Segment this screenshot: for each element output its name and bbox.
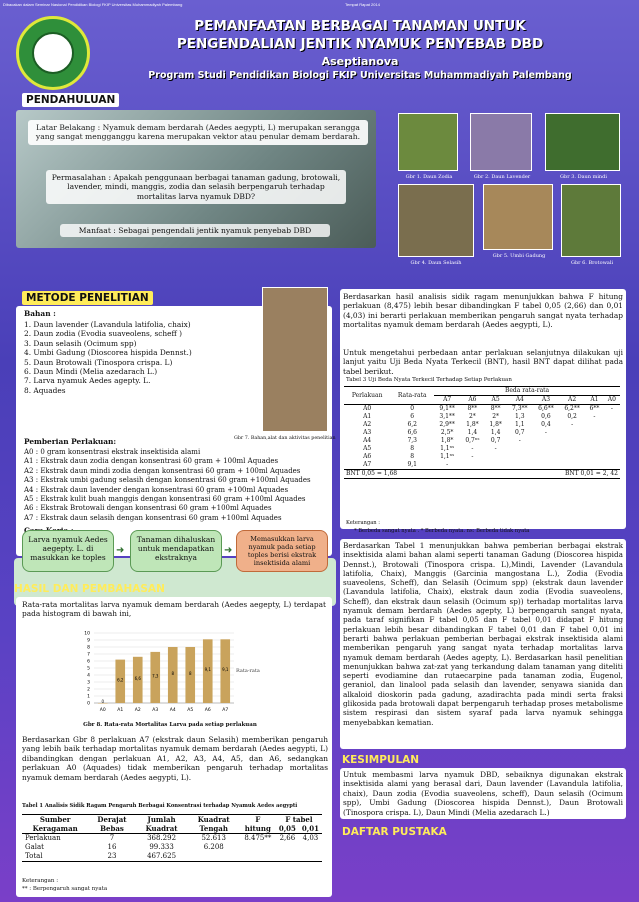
caption-g6: Gbr 6. Brotowali [570, 260, 614, 266]
bnt-001: BNT 0,01 = 2, 42 [564, 470, 618, 477]
x-tick-label: A3 [152, 708, 159, 713]
table-cell [604, 461, 620, 470]
flow-step-3: Memasukkan larva nyamuk pada setiap toples berisi ekstrak insektisida alami [236, 530, 328, 572]
table-cell [604, 437, 620, 445]
pendahuluan-heading: PENDAHULUAN [22, 93, 119, 107]
table-cell: 8.475** [244, 834, 272, 842]
table-row [344, 421, 620, 429]
table-cell: 368.292 [147, 834, 177, 842]
table-cell [507, 445, 533, 453]
y-tick-label: 5 [87, 666, 90, 672]
table-cell [559, 453, 585, 461]
chart-caption: Gbr 8. Rata-rata Mortalitas Larva pada setiap perlakuan [83, 722, 257, 728]
bahan-list [24, 320, 260, 395]
poster-title-line1: PEMANFAATAN BERBAGAI TANAMAN UNTUK [194, 18, 526, 34]
university-logo [16, 16, 90, 90]
bar-value-label: 8 [171, 671, 175, 676]
table-cell: - [518, 437, 521, 444]
arrow-right-icon: ➜ [116, 545, 125, 556]
x-tick-label: A6 [204, 708, 211, 713]
table-cell: 6,2** [564, 405, 580, 412]
y-tick-label: 6 [87, 659, 90, 665]
table-cell [585, 453, 604, 461]
table-cell: A0 [363, 405, 372, 412]
table-cell: A1 [363, 413, 372, 420]
table-cell [585, 461, 604, 470]
table-cell: 9,1 [407, 461, 417, 468]
table-row [344, 445, 620, 453]
table-cell: - [544, 429, 547, 436]
table-cell: 99.333 [149, 843, 174, 851]
photo-gadung [483, 184, 553, 250]
table-cell: 0,7 [515, 429, 525, 436]
table-header: Beda rata-rata [434, 387, 620, 396]
table-cell: Galat [25, 843, 44, 851]
caption-g4: Gbr 4. Daun Selasih [410, 260, 462, 266]
table-cell: 7,3** [512, 405, 528, 412]
table-row [344, 429, 620, 437]
table-cell: Perlakuan [25, 834, 61, 842]
table-header: A3 [541, 396, 551, 403]
table-header: A5 [491, 396, 500, 403]
table-cell: 6.208 [203, 843, 224, 851]
table-cell [559, 461, 585, 470]
table-header-row [22, 815, 322, 825]
bnt-row [344, 470, 620, 479]
table-cell: 6,6** [538, 405, 554, 412]
y-tick-label: 4 [87, 673, 90, 679]
photo-selasih [398, 184, 474, 257]
table-cell [485, 453, 507, 461]
table-cell: 1,8* [466, 421, 479, 428]
table-cell [559, 437, 585, 445]
caption-g3: Gbr 3. Daun mindi [560, 174, 607, 180]
table-cell [559, 429, 585, 437]
bar-value-label: 8 [188, 671, 192, 676]
table-header: A1 [590, 396, 599, 403]
table-cell: 52.613 [201, 834, 226, 842]
list-item: 4. Umbi Gadung (Dioscorea hispida Dennst.) [24, 348, 192, 358]
table-cell: - [571, 421, 574, 428]
arrow-right-icon: ➜ [224, 545, 233, 556]
permasalahan-box: Permasalahan : Apakah penggunaan berbagai tanaman gadung, brotowali, lavender, mindi, manggis, zodia dan selasih berpengaruh terhadap mortalitas larva nyamuk DBD? [46, 170, 346, 204]
table-cell: 2,66 [279, 834, 296, 842]
table-header: A6 [468, 396, 477, 403]
caption-g5: Gbr 5. Umbi Gadung [492, 253, 546, 259]
list-item: 5. Daun Brotowali (Tinospora crispa. L) [24, 357, 173, 367]
list-item: A1 : Ekstrak daun zodia dengan konsentrasi 60 gram + 100ml Aquades [24, 457, 279, 466]
table-cell: 1,1 [515, 421, 525, 428]
table-cell: 8** [490, 405, 501, 412]
table-cell [604, 453, 620, 461]
table1-title: Tabel 1 Analisis Sidik Ragam Pengaruh Berbagai Konsentrasi terhadap Nyamuk Aedes aegypti [22, 803, 298, 809]
table-header: Jumlah Kuadrat [136, 815, 188, 834]
photo-mindi [545, 113, 620, 171]
table-cell: 16 [107, 843, 117, 851]
table-cell: 2* [492, 413, 500, 420]
bar-value-label: 9,1 [222, 667, 229, 673]
perlakuan-title: Pemberian Perlakuan: [24, 437, 117, 446]
bahan-title: Bahan : [24, 309, 56, 318]
table-cell [507, 461, 533, 470]
table-cell: A3 [363, 429, 372, 436]
table-cell [533, 453, 559, 461]
list-item: 3. Daun selasih (Ocimum spp) [24, 338, 137, 348]
table-cell: A2 [363, 421, 372, 428]
bar-value-label: 0 [101, 699, 105, 704]
table-header: A0 [607, 396, 616, 403]
table-header: Sumber Keragaman [22, 815, 88, 834]
table-cell [604, 413, 620, 421]
list-item: A4 : Ekstrak daun lavender dengan konsentrasi 60 gram +100ml Aquades [24, 485, 289, 494]
affiliation: Program Studi Pendidikan Biologi FKIP Universitas Muhammadiyah Palembang [148, 70, 572, 81]
x-tick-label: A5 [187, 708, 194, 713]
bar-value-label: 7,3 [152, 673, 159, 679]
table-cell: A6 [363, 453, 372, 460]
photo-brotowali [561, 184, 621, 257]
table-cell: 6,2 [407, 421, 417, 428]
table-row [344, 461, 620, 470]
table-cell: 1,3 [515, 413, 525, 420]
table-header: A7 [443, 396, 452, 403]
table-cell: 7,3 [407, 437, 417, 444]
header-event: Tempat Rapat 2014 [345, 2, 380, 7]
list-item: A5 : Ekstrak kulit buah manggis dengan konsentrasi 60 gram +100ml Aquades [24, 495, 306, 504]
table-cell: 8 [410, 445, 415, 452]
list-item: 8. Aquades [24, 385, 66, 395]
metode-heading: METODE PENELITIAN [22, 291, 153, 305]
table-header: 0,05 [278, 824, 296, 833]
table-cell: 7 [109, 834, 115, 842]
table-cell: 0,7ⁿˢ [465, 437, 480, 444]
kesimpulan-heading: KESIMPULAN [342, 754, 420, 766]
table-cell: - [593, 413, 596, 420]
bar-value-label: 6,6 [134, 675, 141, 681]
table-row [22, 852, 322, 862]
caption-g7: Gbr 7. Bahan,alat dan aktivitas penelitian [234, 436, 336, 441]
discussion-paragraph: Berdasarkan Tabel 1 menunjukkan bahwa pemberian berbagai ekstrak insektisida alami bahan alami seperti tanaman Gadung (Dioscorea hispida Dennst.), Brotowali (Tinospora crispa. L),Mindi, Lavender (Lavandula latifolia, Chaix), Manggis (Garcinia mangostana L.), Zodia (Evodia suaveolens, Scheff), dan Selasih (Ocimum spp) (ekstrak daun lavender (Lavandula latifolia, Chaix), ekstrak daun zodia (Evodia suaveolens, Scheff), dan ekstrak daun selasih (Ocimum sp)) terhadap mortalitas larva nyamuk demam berdarah (Aedes agepty, L) berpengaruh sangat nyata, pada taraf signifikan F tabel 0,05 dan F tabel 0,01 didapat F hitung perlakuan lebih besar dibandingkan F tabel 0,01 dan F tabel 0,01 ini berarti bahwa perlakuan pemberian berbagai ekstrak insektisida alami memberikan pengaruh yang sangat nyata terhadap mortalitas larva nyamuk demam berdarah (Aedes agepty, L). Berdasarkan hasil penelitian menunjukkan bahwa zat-zat yang terkandung dalam tanaman yang diteliti seperti evodiamine dan rutaecarpine pada tanaman zodia, Eugenol, geraniol, dan linalool pada selasih dan lavender, senyawa sianida dan alkaloid dioskorin pada gadung, azadirachta pada mindi serta fraksi glikosida pada brotowali dapat berpengaruh terhadap proses metabolisme sistem respirasi dan sistem syaraf pada larva nyamuk sehingga menyebabkan kematian. [343, 541, 623, 727]
table-cell [460, 461, 484, 470]
anova-paragraph: Berdasarkan hasil analisis sidik ragam menunjukkan bahwa F hitung perlakuan (8,475) lebih besar dibandingkan F tabel 0,05 (2,66) dan 0,01 (4,03) ini berarti perlakuan memberikan pengaruh sangat nyata terhadap mortalitas nyamuk demam berdarah (Aedes aegypti, L). [343, 292, 623, 330]
caption-g1: Gbr 1. Daun Zodia [405, 174, 453, 180]
table3-note-title: Keterangan : [346, 520, 381, 526]
table-header: Rata-rata [397, 391, 427, 399]
table-header: Derajat Bebas [88, 815, 135, 834]
bar-value-label: 9,1 [204, 667, 211, 673]
table-cell [533, 437, 559, 445]
table-cell [485, 461, 507, 470]
table-cell: 8** [467, 405, 478, 412]
bnt-table [344, 386, 620, 479]
y-tick-label: 1 [87, 694, 90, 700]
table-cell: 0 [410, 405, 415, 412]
table-cell: 1,8* [440, 437, 454, 444]
flow-step-2: Tanaman dihaluskan untuk mendapatkan ekstraknya [130, 530, 222, 572]
table1-note-title: Keterangan : [22, 878, 59, 884]
table-row [344, 405, 620, 414]
table-row [344, 453, 620, 461]
table3-note: * Berbeda sangat nyata . * Berbeda nyata. ns: Berbeda tidak nyata [354, 528, 530, 534]
hasil-intro: Rata-rata mortalitas larva nyamuk demam berdarah (Aedes aegepty, L) terdapat pada histogram di bawah ini, [22, 600, 326, 619]
y-tick-label: 7 [87, 652, 90, 658]
table-header-row [344, 387, 620, 396]
bnt-paragraph: Untuk mengetahui perbedaan antar perlakuan selanjutnya dilakukan uji lanjut yaitu Uji Beda Nyata Terkecil (BNT), hasil BNT dapat dilihat pada tabel berikut. [343, 348, 623, 376]
pustaka-heading: DAFTAR PUSTAKA [342, 826, 447, 838]
x-tick-label: A2 [134, 708, 141, 713]
table-header: A4 [515, 396, 524, 403]
table-cell: 6** [589, 405, 600, 412]
y-tick-label: 3 [87, 680, 90, 686]
table-row [344, 413, 620, 421]
y-tick-label: 8 [87, 645, 90, 651]
x-tick-label: A0 [99, 708, 106, 713]
table-header: F hitung [240, 815, 276, 834]
table-row [344, 437, 620, 445]
list-item: A3 : Ekstrak umbi gadung selasih dengan konsentrasi 60 gram +100ml Aquades [24, 476, 311, 485]
table-header: Perlakuan [351, 391, 383, 399]
bar-value-label: 6,2 [117, 677, 124, 683]
y-tick-label: 2 [87, 687, 90, 693]
table-cell: - [446, 461, 449, 468]
table-header: A2 [568, 396, 577, 403]
x-tick-label: A1 [117, 708, 124, 713]
header-note: Dibacakan dalam Seminar Nasional Pendidikan Biologi FKIP Universitas Muhammadiyah Palembang [3, 2, 183, 7]
table-cell: 6,6 [407, 429, 417, 436]
photo-research [262, 287, 328, 432]
table-cell: 6 [410, 413, 415, 420]
table-cell: 3,1** [439, 413, 455, 420]
latar-belakang-box: Latar Belakang : Nyamuk demam berdarah (Aedes aegypti, L) merupakan serangga yang sangat mengganggu karena merupakan vektor atau penular demam berdarah. [28, 120, 368, 145]
table-cell [533, 461, 559, 470]
author: Aseptianova [321, 55, 399, 68]
table-cell: 1,1ⁿˢ [440, 453, 455, 460]
list-item: A7 : Ekstrak daun selasih dengan konsentrasi 60 gram +100ml Aquades [24, 513, 282, 522]
table-cell: 0,4 [541, 421, 551, 428]
x-tick-label: A4 [169, 708, 176, 713]
table-cell: 0,6 [541, 413, 551, 420]
table-cell: 1,8* [489, 421, 502, 428]
table-cell: 9,1** [439, 405, 455, 412]
table-cell: 2* [468, 413, 476, 420]
list-item: A6 : Ekstrak Brotowali dengan konsentrasi 60 gram +100ml Aquades [24, 504, 272, 513]
table-cell [604, 421, 620, 429]
perlakuan-list [24, 448, 329, 523]
table-header: F tabel [285, 815, 313, 824]
table-cell: - [494, 445, 497, 452]
chart-legend: Rata-rata [236, 668, 260, 674]
table-cell [585, 421, 604, 429]
table-cell [604, 445, 620, 453]
table-cell: 2,5* [440, 429, 454, 436]
table-cell [533, 445, 559, 453]
table-row [22, 834, 322, 844]
table-cell: 1,4 [490, 429, 501, 436]
table-cell: 23 [107, 852, 117, 860]
table-cell [585, 445, 604, 453]
caption-g2: Gbr 2. Daun Lavender [473, 174, 531, 180]
table1-note: ** : Berpengaruh sangat nyata [22, 886, 108, 892]
table-cell: - [610, 405, 613, 412]
list-item: A0 : 0 gram konsentrasi ekstrak insektisida alami [24, 448, 201, 456]
table-cell: - [471, 453, 474, 460]
table-cell: 0,2 [567, 413, 577, 420]
table-header: 0,01 [301, 824, 319, 833]
table-cell: A5 [363, 445, 372, 452]
table-cell: A4 [363, 437, 372, 444]
table-cell: - [471, 445, 474, 452]
list-item: 6. Daun Mindi (Melia azedarach L.) [24, 367, 158, 377]
list-item: 2. Daun zodia (Evodia suaveolens, scheff ) [24, 329, 183, 339]
y-tick-label: 10 [84, 631, 90, 637]
table-cell: A7 [363, 461, 372, 468]
table3-title: Tabel 3 Uji Beda Nyata Terkecil Terhadap Setiap Perlakuan [346, 377, 512, 383]
x-tick-label: A7 [222, 708, 229, 713]
table-cell [559, 445, 585, 453]
photo-zodia [398, 113, 458, 171]
table-cell: 4,03 [302, 834, 319, 842]
hasil-paragraph: Berdasarkan Gbr 8 perlakuan A7 (ekstrak daun Selasih) memberikan pengaruh yang lebih baik terhadap mortalitas nyamuk demam berdarah (Aedes aegypti, L) dibandingkan dengan perlakuan A1, A2, A3, A4, A5, dan A6, sedangkan perlakuan A0 (Aquades) tidak memberikan pengaruh terhadap mortalitas nyamuk demam berdarah (Aedes aegypti, L). [22, 735, 328, 782]
poster-title-line2: PENGENDALIAN JENTIK NYAMUK PENYEBAB DBD [176, 36, 544, 52]
table-cell [507, 453, 533, 461]
table-header: Kuadrat Tengah [188, 815, 240, 834]
table-cell: Total [25, 852, 43, 860]
table-cell: 1,1ⁿˢ [440, 445, 455, 452]
table-cell: 8 [410, 453, 415, 460]
kesimpulan-text: Untuk membasmi larva nyamuk DBD, sebaiknya digunakan ekstrak insektisida alami yang berasal dari, Daun lavender (Lavandula latifolia, chaix), Daun zodia (Evodia suaveolens, scheff), Daun selasih (Ocimum spp), Umbi Gadung (Dioscorea hispida Dennst.), Daun Brotowali (Tinospora crispa. L), Daun Mindi (Melia azedarach L.) [340, 768, 626, 819]
photo-lavender [470, 113, 532, 171]
table-cell: 2,9** [439, 421, 455, 428]
y-tick-label: 0 [87, 701, 90, 707]
y-tick-label: 9 [87, 638, 90, 644]
flow-step-1: Larva nyamuk Aedes aegepty. L. di masukkan ke toples [22, 530, 114, 572]
list-item: A2 : Ekstrak daun mindi zodia dengan konsentrasi 60 gram + 100ml Aquades [24, 466, 301, 475]
list-item: 7. Larva nyamuk Aedes agepty. L. [24, 376, 151, 386]
table-cell [585, 429, 604, 437]
bnt-005: BNT 0,05 = 1,68 [346, 470, 398, 477]
hasil-heading: HASIL DAN PEMBAHASAN [14, 583, 165, 595]
table-cell: 467.625 [147, 852, 177, 860]
table-cell: 0,7 [490, 437, 501, 444]
anova-table [22, 814, 322, 862]
list-item: 1. Daun lavender (Lavandula latifolia, chaix) [24, 320, 191, 329]
table-cell: 1,4 [467, 429, 478, 436]
table-cell [585, 437, 604, 445]
manfaat-box: Manfaat : Sebagai pengendali jentik nyamuk penyebab DBD [60, 224, 330, 237]
table-row [22, 843, 322, 852]
table-cell [604, 429, 620, 437]
